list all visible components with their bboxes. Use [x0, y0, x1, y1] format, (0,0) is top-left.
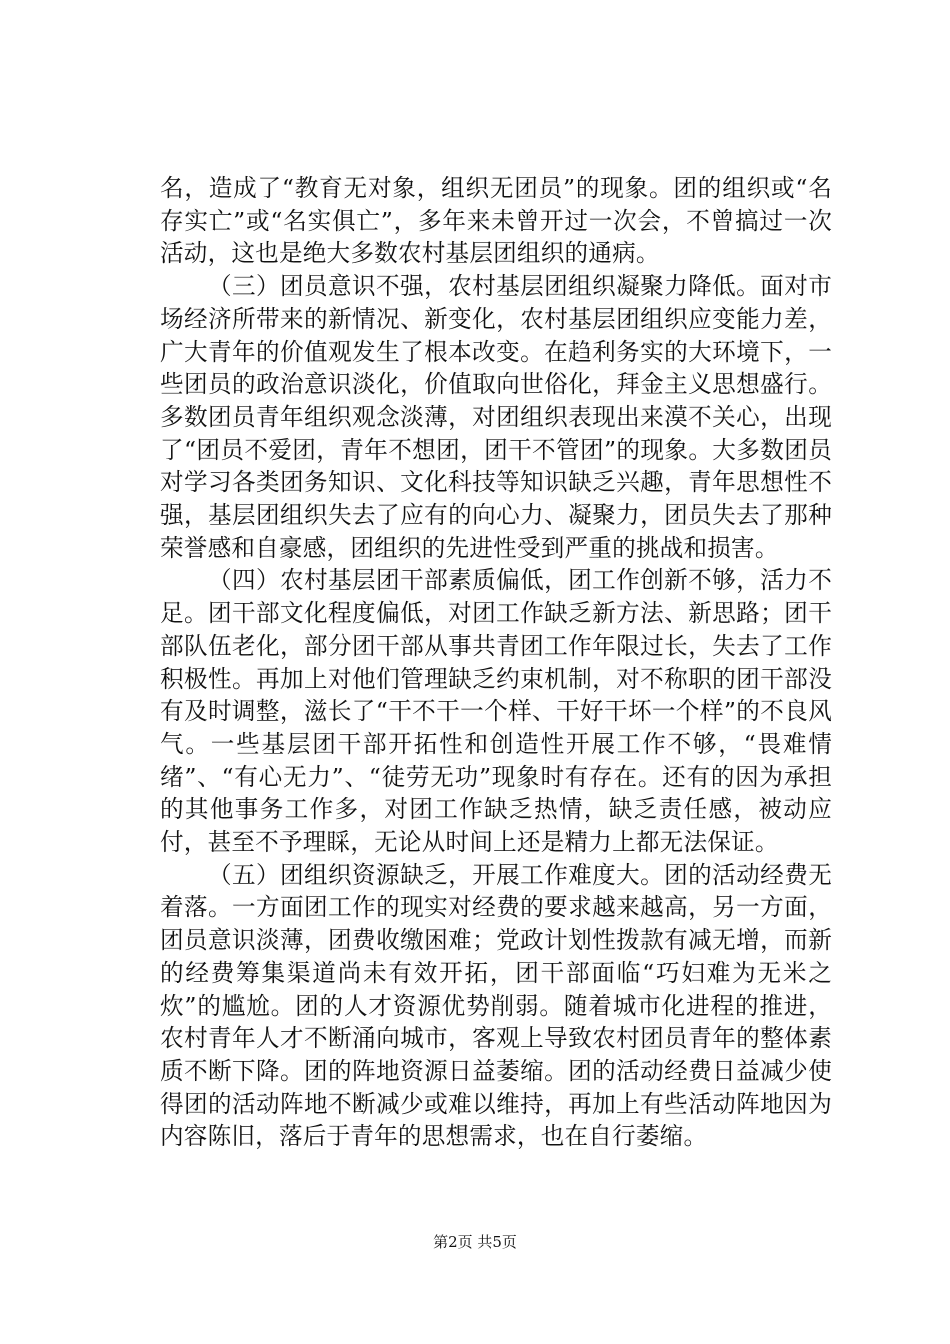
document-body [160, 172, 832, 1153]
paragraph-section-five: （五）团组织资源缺乏，开展工作难度大。团的活动经费无着落。一方面团工作的现实对经费的要求越来越高，另一方面，团员意识淡薄，团费收缴困难；党政计划性拨款有减无增，而新的经费筹集渠道尚未有效开拓，团干部面临“巧妇难为无米之炊”的尴尬。团的人才资源优势削弱。随着城市化进程的推进，农村青年人才不断涌向城市，客观上导致农村团员青年的整体素质不断下降。团的阵地资源日益萎缩。团的活动经费日益减少使得团的活动阵地不断减少或难以维持，再加上有些活动阵地因为内容陈旧，落后于青年的思想需求，也在自行萎缩。 [160, 860, 832, 1151]
paragraph-continuation: 名，造成了“教育无对象，组织无团员”的现象。团的组织或“名存实亡”或“名实俱亡”，多年来未曾开过一次会，不曾搞过一次活动，这也是绝大多数农村基层团组织的通病。 [160, 174, 832, 268]
page-number-footer: 第2页 共5页 [433, 1233, 517, 1251]
paragraph-section-three: （三）团员意识不强，农村基层团组织凝聚力降低。面对市场经济所带来的新情况、新变化，农村基层团组织应变能力差，广大青年的价值观发生了根本改变。在趋利务实的大环境下，一些团员的政治意识淡化，价值取向世俗化，拜金主义思想盛行。多数团员青年组织观念淡薄，对团组织表现出来漠不关心，出现了“团员不爱团，青年不想团，团干不管团”的现象。大多数团员对学习各类团务知识、文化科技等知识缺乏兴趣，青年思想性不强，基层团组织失去了应有的向心力、凝聚力，团员失去了那种荣誉感和自豪感，团组织的先进性受到严重的挑战和损害。 [160, 272, 832, 562]
paragraph-section-four: （四）农村基层团干部素质偏低，团工作创新不够，活力不足。团干部文化程度偏低，对团工作缺乏新方法、新思路；团干部队伍老化，部分团干部从事共青团工作年限过长，失去了工作积极性。再加上对他们管理缺乏约束机制，对不称职的团干部没有及时调整，滋长了“干不干一个样、干好干坏一个样”的不良风气。一些基层团干部开拓性和创造性开展工作不够，“畏难情绪”、“有心无力”、“徒劳无功”现象时有存在。还有的因为承担的其他事务工作多，对团工作缺乏热情，缺乏责任感，被动应付，甚至不予理睬，无论从时间上还是精力上都无法保证。 [160, 566, 832, 857]
